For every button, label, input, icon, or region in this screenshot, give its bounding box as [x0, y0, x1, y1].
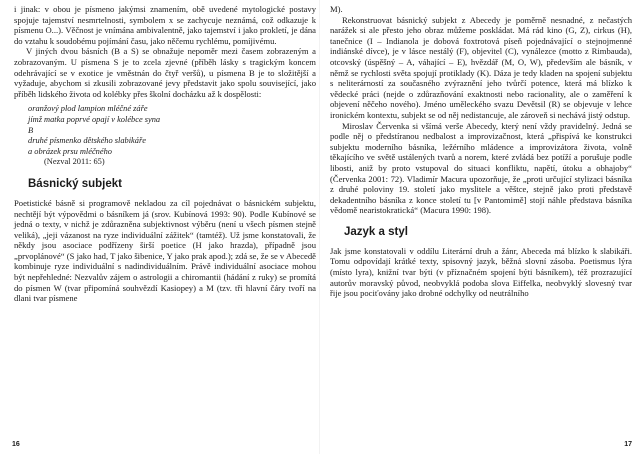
poem-citation: (Nezval 2011: 65) [44, 157, 105, 167]
paragraph: Jak jsme konstatovali v oddílu Literární druh a žánr, Abeceda má blízko k slabikáři. Tomu odpovídají krátké texty, spisovný jazyk, běžná slovní zásoba. Poetismus lýra (místo lyra), knižní tvar býti (v příznačném spojení býti básníkem), též prozrazující autorův moravský původ, neobvyklá podoba slova Eiffelka, neobvyklý slovesný tvar řije jsou pociťovány jako drobné odchylky od neutrálního [330, 245, 632, 299]
poem-line: a obrázek prsu mléčného [28, 146, 112, 156]
page-number: 16 [12, 441, 20, 448]
poem-quote [28, 104, 316, 157]
paragraph: V jiných dvou básních (B a S) se obnažuje nepoměr mezi časem zobrazeným a zobrazovaným. U písmena S je to zcela zjevné (příběh lásky s tragickým koncem odehrávající se v exotice je vměstnán do čtyř veršů), u písmena B je to složitější a vyžaduje, abychom si zkusili zobrazované jevy představit jako spolu související, jako příběh lidského života od kolébky přes školní docházku až k dospělosti: [14, 46, 316, 99]
poem-line: oranžový plod lampion mléčné záře [28, 104, 148, 114]
poem-line: jímž matka poprvé opají v kolébce syna [28, 114, 161, 124]
paragraph: M). [330, 4, 343, 14]
section-heading: Jazyk a styl [344, 225, 408, 238]
right-page [320, 0, 640, 454]
paragraph: i jinak: v obou je písmeno jakýmsi znamením, obě uvedené mytologické postavy spojuje tajemství nesmrtelnosti, symbolem x se zachycuje neznámá, což odkazuje k písmenu O...). Věčnost je vnímána ambivalentně, jako tajemství i jako prokletí, je dána do vztahu k soudobému pojímání času, jako něčemu rychlému, pomíjivému. [14, 4, 316, 46]
poem-line: B [28, 125, 34, 135]
paragraph: Rekonstruovat básnický subjekt z Abecedy je poměrně nesnadné, z nečastých narážek si ale přesto jeho obraz můžeme poskládat. Má rád kino (G, Z), cirkus (H), tanečnice (I – Indianola je dobová foxtrotová píseň pojednávající o stejnojmenné indiánské dívce), je v lásce nestálý (F), objevitel (C), vynálezce (motto z Rimbauda), otcovský (úspěšný – A, váhající – E), hvězdář (M, O, W), především ale básník, v němž se rychlosti světa spojují protiklady (K). Dáza je tedy kladen na spojení subjektu s neliterárností za současného zvýraznění jeho tvůrčí potence, která má blízko k vědecké práci (nejde o zdůrazňování exaktnosti nebo racionality, ale o zaměření k objevení něčeho nového). Jméno uměleckého svazu Devětsil (R) se objevuje v lehce ironickém kontextu, subjekt se od něj nedistancuje, ale zároveň si nechává jistý odstup. [330, 14, 632, 120]
paragraph: Poetistické básně si programově nekladou za cíl pojednávat o básnickém subjektu, nechtějí být výpovědmi o básníkem já (srov. Kubínová 1993: 90). Podle Kubínové se jedná o texty, v nichž je zdůrazněna subjektivnost výběru (není u všech písmen stejně veliká), „jeji vázanost na ryze individuální zážitek“ (tamtéž). Už jsme konstatovali, že někdy jsou asociace podřízeny širší poetice (H jako hrazda), případně jsou „prvoplánové“ (S jako had, T jako šibenice, Y jako prak apod.); zdá se, že se v Abecedě kombinuje ryze individuální s nadindividuálním. Právě individuální asociace mohou být nepřehledné: Nezvalův zájem o astrologii a chiromantii (hádání z ruky) se promítá do písmen W (tvar připomíná souhvězdí Kasiopey) a M (tzv. tři hlavní čáry tvoří na dlani tvar písmene [14, 197, 316, 304]
poem-line: druhé písmenko dětského slabikáře [28, 136, 146, 146]
paragraph: Miroslav Červenka si všímá verše Abecedy, který není vždy pravidelný. Jedná se podle něj o předstíranou nedbalost a improvizačnost, která „přispívá ke konstrukci subjektu moderního básníka, ležérního mládence a improvizátora života, volně těkajícího ve světě ustálených tvarů a norem, které zvládá bez potíží a porušuje podle libosti, aniž by proto vstupoval do situaci konfliktu, napětí, útoku a obhajoby“ (Červenka 2001: 72). Vladimír Macura upozorňuje, že „proti určující stylizaci básníka z druhé poloviny 19. století jako myslitele a věštce, stejně jako proti představě dekadentního básníka z konce století tu [v Pantomimě] stojí náhle představa básníka vědomě nearistokratická“ (Macura 1990: 198). [330, 120, 632, 216]
section-heading: Básnický subjekt [28, 177, 122, 190]
page-number: 17 [624, 441, 632, 448]
